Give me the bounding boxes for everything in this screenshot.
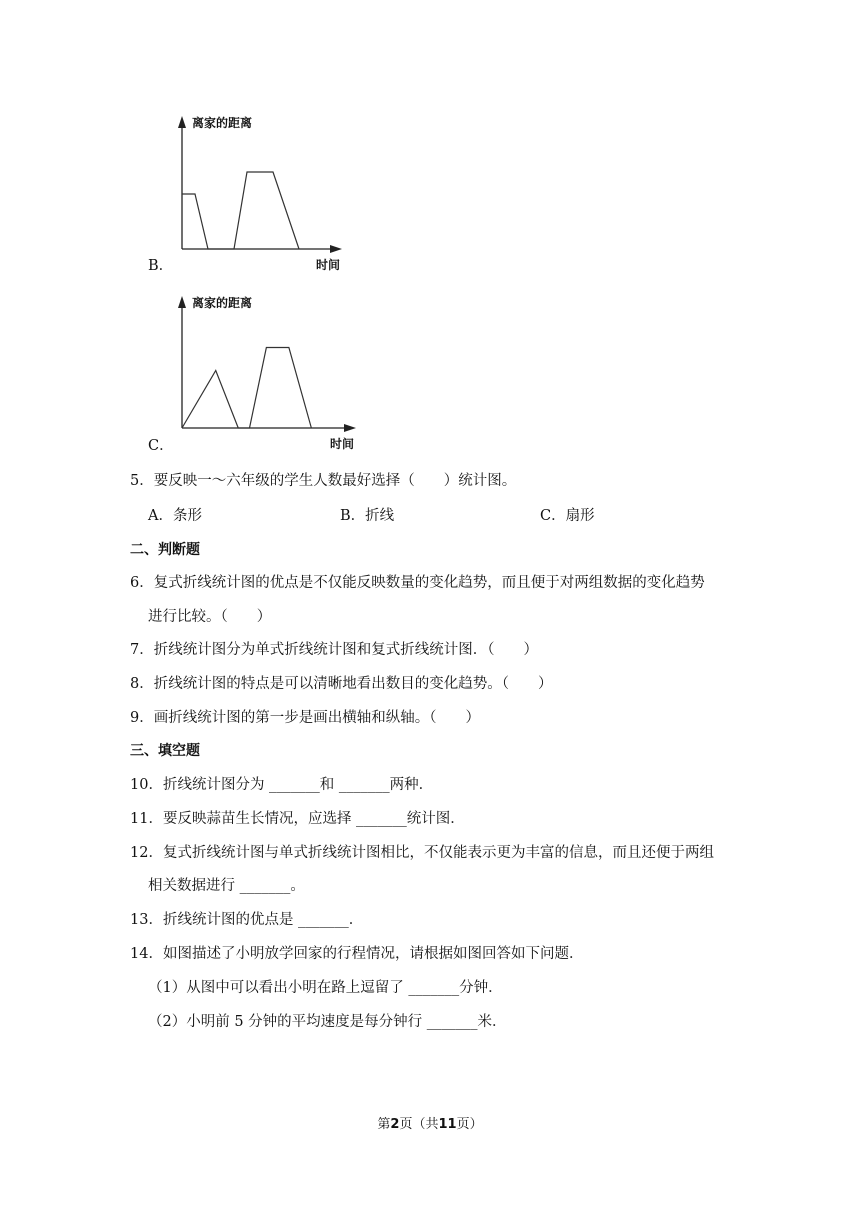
question-5-option-a: A．条形 (148, 508, 202, 524)
question-5: 5．要反映一～六年级的学生人数最好选择（ ）统计图。 (130, 473, 517, 489)
y-axis-label: 离家的距离 (192, 296, 253, 310)
question-12-line-2: 相关数据进行 _______。 (148, 878, 305, 894)
x-axis-label: 时间 (330, 437, 355, 451)
question-5-option-b: B．折线 (340, 508, 395, 524)
question-11: 11．要反映蒜苗生长情况，应选择 _______统计图． (130, 811, 465, 827)
question-10: 10．折线统计图分为 _______和 _______两种． (130, 777, 434, 793)
x-axis-arrow (330, 245, 342, 253)
x-axis-arrow (344, 424, 356, 432)
option-b-chart (170, 112, 360, 277)
question-14: 14．如图描述了小明放学回家的行程情况，请根据如图回答如下问题． (130, 946, 584, 962)
y-axis-label: 离家的距离 (192, 116, 253, 130)
section-heading-fill-in: 三、填空题 (130, 743, 200, 759)
option-b-label: B． (148, 258, 174, 274)
footer-page-number: 2 (390, 1117, 400, 1132)
x-axis-label: 时间 (316, 258, 341, 272)
question-9: 9．画折线统计图的第一步是画出横轴和纵轴。（ ） (130, 710, 480, 726)
section-heading-judgement: 二、判断题 (130, 542, 200, 558)
question-14-part-2: （2）小明前 5 分钟的平均速度是每分钟行 _______米． (148, 1014, 507, 1030)
question-5-option-c: C．扇形 (540, 508, 595, 524)
series-line-1 (182, 348, 311, 429)
question-14-part-1: （1）从图中可以看出小明在路上逗留了 _______分钟． (148, 980, 503, 996)
footer-suffix: 页） (456, 1117, 483, 1132)
page-footer (0, 1113, 860, 1132)
question-8: 8．折线统计图的特点是可以清晰地看出数目的变化趋势。（ ） (130, 676, 553, 692)
footer-total-pages: 11 (438, 1117, 457, 1132)
question-6-line-1: 6．复式折线统计图的优点是不仅能反映数量的变化趋势，而且便于对两组数据的变化趋势 (130, 575, 705, 591)
footer-prefix: 第 (377, 1117, 391, 1132)
option-c-label: C． (148, 438, 174, 454)
option-c-chart (170, 292, 370, 457)
question-7: 7．折线统计图分为单式折线统计图和复式折线统计图．（ ） (130, 642, 538, 658)
question-6-line-2: 进行比较。（ ） (148, 609, 272, 625)
question-12-line-1: 12．复式折线统计图与单式折线统计图相比，不仅能表示更为丰富的信息，而且还便于两组 (130, 845, 714, 861)
footer-middle: 页（共 (399, 1117, 439, 1132)
question-13: 13．折线统计图的优点是 _______． (130, 912, 364, 928)
series-line-1 (182, 172, 299, 249)
y-axis-arrow (178, 116, 186, 128)
y-axis-arrow (178, 296, 186, 308)
